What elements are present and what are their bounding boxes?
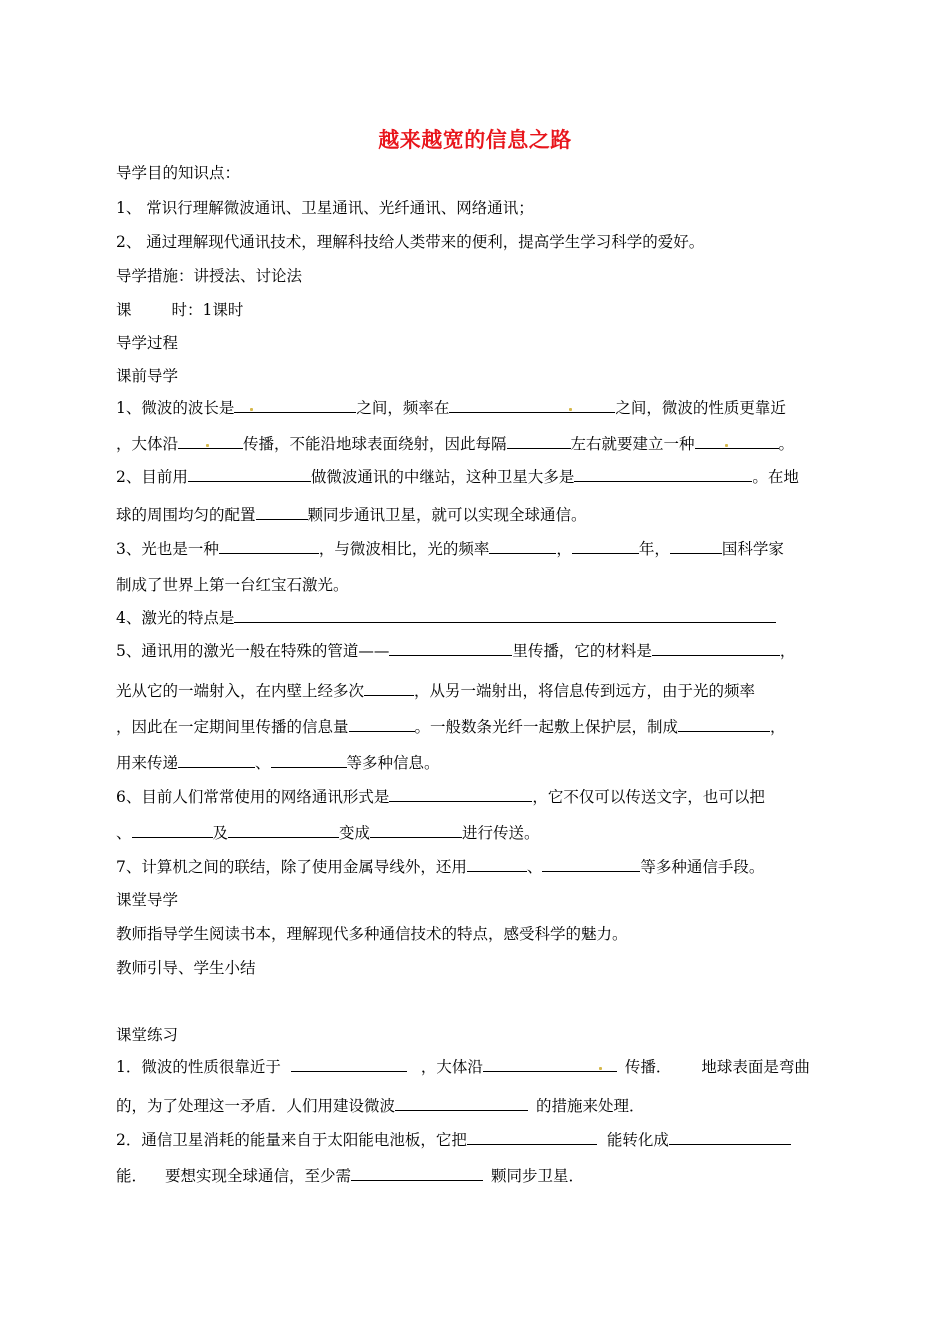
blank[interactable] bbox=[572, 539, 639, 554]
blank[interactable] bbox=[669, 1130, 791, 1145]
blank[interactable] bbox=[256, 505, 308, 520]
question-6-line-2 bbox=[116, 823, 838, 843]
text-segment: ，从另一端射出，将信息传到远方，由于光的频率 bbox=[414, 682, 756, 700]
blank[interactable] bbox=[670, 539, 722, 554]
blank[interactable] bbox=[507, 434, 571, 449]
blank[interactable] bbox=[574, 467, 752, 482]
text-segment: 、 bbox=[255, 754, 271, 772]
text-segment: 之间，频率在 bbox=[356, 399, 450, 417]
question-6-line-1 bbox=[116, 787, 838, 807]
text-segment: 4、激光的特点是 bbox=[116, 609, 235, 627]
blank[interactable] bbox=[178, 753, 255, 768]
blank[interactable] bbox=[695, 434, 779, 449]
blank[interactable] bbox=[349, 717, 415, 732]
text-segment: 7、计算机之间的联结，除了使用金属导线外，还用 bbox=[116, 858, 467, 876]
text-segment: 用来传递 bbox=[116, 754, 179, 772]
text-segment: 5、通讯用的激光一般在特殊的管道—— bbox=[116, 642, 390, 660]
blank[interactable] bbox=[449, 398, 615, 413]
text-segment: 课 bbox=[116, 301, 132, 319]
text-segment: 1、微波的波长是 bbox=[116, 399, 235, 417]
blank[interactable] bbox=[132, 823, 213, 838]
question-7 bbox=[116, 857, 838, 877]
practice-2-line-2 bbox=[116, 1166, 838, 1186]
document-title: 越来越宽的信息之路 bbox=[378, 128, 572, 152]
text-segment: 传播． bbox=[624, 1058, 672, 1076]
practice-2-line-1 bbox=[116, 1130, 838, 1150]
blank[interactable] bbox=[678, 717, 770, 732]
text-segment: ，它不仅可以传送文字，也可以把 bbox=[532, 788, 765, 806]
period bbox=[116, 300, 838, 320]
blank[interactable] bbox=[483, 1057, 617, 1072]
blank[interactable] bbox=[489, 539, 556, 554]
practice-1-line-2 bbox=[116, 1096, 838, 1116]
text-segment: 里传播，它的材料是 bbox=[512, 642, 652, 660]
blank[interactable] bbox=[389, 787, 532, 802]
blank[interactable] bbox=[291, 1057, 407, 1072]
text-segment: 颗同步通讯卫星，就可以实现全球通信。 bbox=[307, 506, 587, 524]
mark-dot bbox=[250, 408, 253, 411]
in-class-text: 教师指导学生阅读书本，理解现代多种通信技术的特点，感受科学的魅力。 bbox=[116, 925, 628, 943]
question-2-line-2 bbox=[116, 505, 838, 525]
question-5-line-3 bbox=[116, 717, 838, 737]
question-4 bbox=[116, 608, 838, 628]
blank[interactable] bbox=[351, 1166, 483, 1181]
text-segment: 左右就要建立一种 bbox=[570, 435, 695, 453]
text-segment: 做微波通讯的中继站，这种卫星大多是 bbox=[310, 468, 575, 486]
blank[interactable] bbox=[395, 1096, 528, 1111]
practice-1-line-1 bbox=[116, 1057, 838, 1077]
text-segment: ， bbox=[779, 642, 796, 660]
text-segment: 能． bbox=[116, 1167, 148, 1185]
text-segment: 。一般数条光纤一起敷上保护层，制成 bbox=[414, 718, 679, 736]
text-segment: ，大体沿 bbox=[116, 435, 179, 453]
blank[interactable] bbox=[542, 857, 640, 872]
text-segment: ，大体沿 bbox=[420, 1058, 483, 1076]
blank[interactable] bbox=[228, 823, 339, 838]
text-segment: 变成 bbox=[339, 824, 371, 842]
text-segment: 之间，微波的性质更靠近 bbox=[615, 399, 786, 417]
objectives-heading: 导学目的知识点： bbox=[116, 164, 241, 182]
mark-dot bbox=[725, 444, 728, 447]
question-3-line-1 bbox=[116, 539, 838, 559]
mark-dot bbox=[206, 444, 209, 447]
question-5-line-4 bbox=[116, 753, 838, 773]
blank[interactable] bbox=[370, 823, 462, 838]
text-segment: 进行传送。 bbox=[462, 824, 540, 842]
mark-dot bbox=[569, 408, 572, 411]
text-segment: 3、光也是一种 bbox=[116, 540, 219, 558]
text-segment: 传播，不能沿地球表面绕射，因此每隔 bbox=[243, 435, 507, 453]
blank[interactable] bbox=[188, 467, 311, 482]
text-segment: 等多种通信手段。 bbox=[640, 858, 765, 876]
text-segment: 6、目前人们常常使用的网络通讯形式是 bbox=[116, 788, 390, 806]
blank[interactable] bbox=[271, 753, 347, 768]
blank[interactable] bbox=[467, 857, 527, 872]
practice-heading: 课堂练习 bbox=[116, 1026, 179, 1044]
blank[interactable] bbox=[178, 434, 243, 449]
objective-2: 2、 通过理解现代通讯技术，理解科技给人类带来的便利，提高学生学习科学的爱好。 bbox=[116, 233, 705, 251]
text-segment: 光从它的一端射入，在内壁上经多次 bbox=[116, 682, 365, 700]
blank[interactable] bbox=[652, 641, 780, 656]
text-segment: 教师引导、学生小结 bbox=[116, 959, 256, 977]
text-segment: 的，为了处理这一矛盾．人们用建设微波 bbox=[116, 1097, 396, 1115]
text-segment: 时：1课时 bbox=[171, 301, 244, 319]
methods: 导学措施：讲授法、讨论法 bbox=[116, 267, 303, 285]
text-segment: 颗同步卫星． bbox=[491, 1167, 585, 1185]
text-segment: 及 bbox=[212, 824, 229, 842]
question-1-line-2 bbox=[116, 434, 838, 454]
question-2-line-1 bbox=[116, 467, 838, 487]
text-segment: 。 bbox=[778, 435, 795, 453]
text-segment: 。在地 bbox=[752, 468, 799, 486]
text-segment: 2、目前用 bbox=[116, 468, 188, 486]
text-segment: 等多种信息。 bbox=[346, 754, 440, 772]
text-segment: 球的周围均匀的配置 bbox=[116, 506, 256, 524]
text-segment: ， bbox=[770, 718, 786, 736]
in-class-heading: 课堂导学 bbox=[116, 891, 179, 909]
blank[interactable] bbox=[219, 539, 319, 554]
blank[interactable] bbox=[364, 681, 414, 696]
question-3-line-2: 制成了世界上第一台红宝石激光。 bbox=[116, 576, 349, 594]
text-segment: ，与微波相比，光的频率 bbox=[318, 540, 490, 558]
blank[interactable] bbox=[467, 1130, 597, 1145]
text-segment: 、 bbox=[116, 824, 132, 842]
question-5-line-2 bbox=[116, 681, 838, 701]
text-segment: 1．微波的性质很靠近于 bbox=[116, 1058, 281, 1076]
text-segment: 能转化成 bbox=[606, 1131, 669, 1149]
blank[interactable] bbox=[234, 608, 776, 623]
pre-class-heading: 课前导学 bbox=[116, 367, 179, 385]
text-segment: 、 bbox=[526, 858, 543, 876]
text-segment: 2．通信卫星消耗的能量来自于太阳能电池板，它把 bbox=[116, 1131, 467, 1149]
objective-1: 1、 常识行理解微波通讯、卫星通讯、光纤通讯、网络通讯； bbox=[116, 199, 534, 217]
text-segment: 要想实现全球通信，至少需 bbox=[165, 1167, 352, 1185]
summary bbox=[116, 958, 838, 978]
process-heading: 导学过程 bbox=[116, 334, 179, 352]
text-segment: 国科学家 bbox=[721, 540, 784, 558]
text-segment: ， bbox=[556, 540, 572, 558]
blank[interactable] bbox=[234, 398, 356, 413]
text-segment: 的措施来处理． bbox=[536, 1097, 645, 1115]
mark-dot bbox=[599, 1067, 602, 1070]
question-1-line-1 bbox=[116, 398, 838, 418]
text-segment: 年， bbox=[638, 540, 670, 558]
text-segment: 地球表面是弯曲 bbox=[701, 1058, 810, 1076]
question-5-line-1 bbox=[116, 641, 838, 661]
text-segment: ，因此在一定期间里传播的信息量 bbox=[116, 718, 349, 736]
blank[interactable] bbox=[389, 641, 512, 656]
